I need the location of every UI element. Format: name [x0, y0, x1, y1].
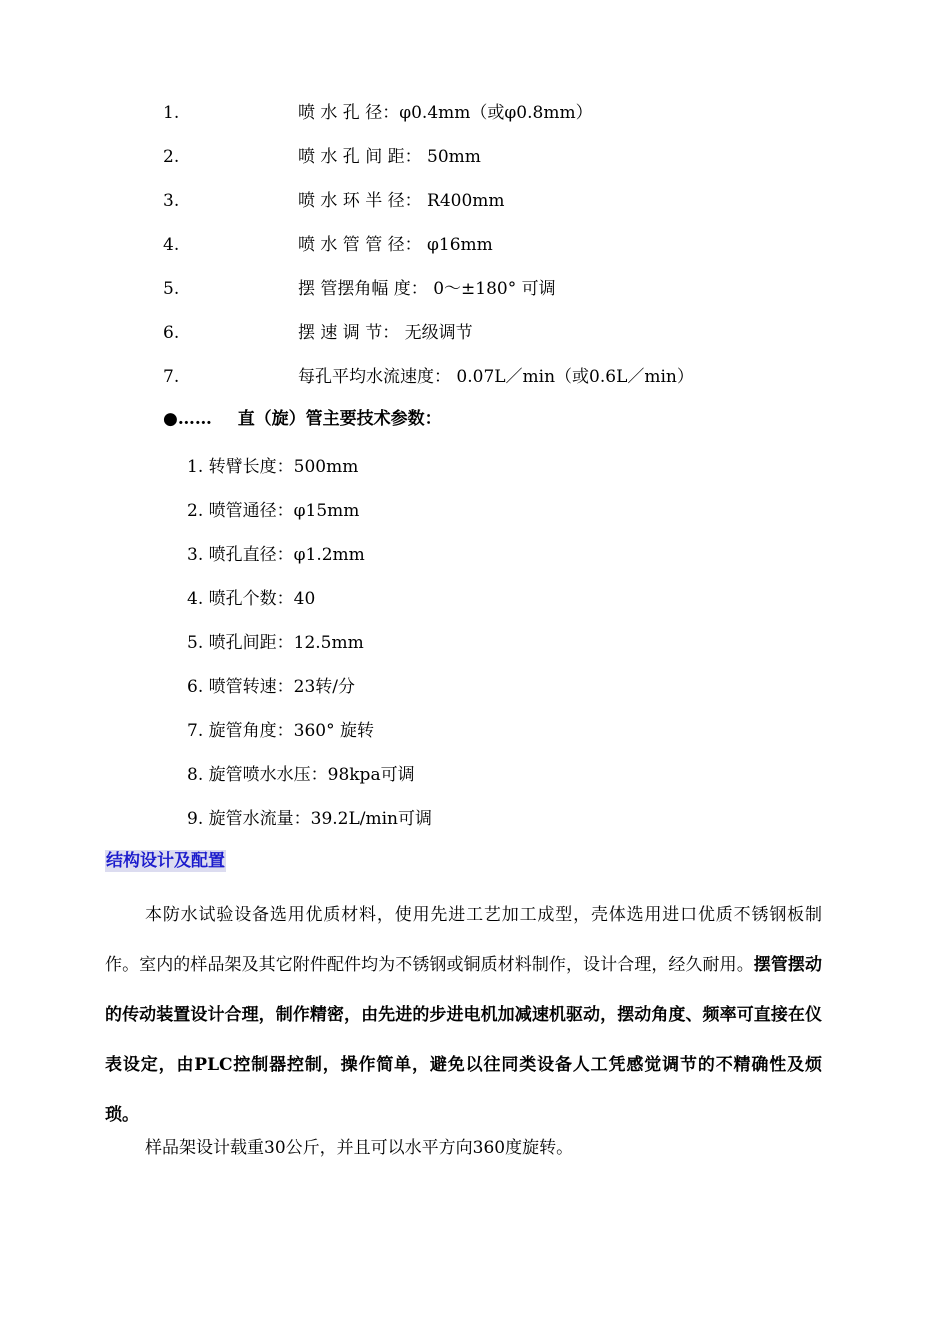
para-bold-text: 摆管摆动的传动装置设计合理，制作精密，由先进的步进电机加减速机驱动，摆动角度、频率可直接在仪表设定，由PLC控制器控制，操作简单，避免以往同类设备人工凭感觉调节的不精确性及烦琐。 — [105, 955, 823, 1125]
list-number: 4. — [163, 235, 180, 255]
list-number: 6. — [163, 323, 180, 343]
list-number: 5. — [163, 279, 180, 299]
list-text: 喷 水 孔 径：φ0.4mm（或φ0.8mm） — [298, 103, 593, 123]
list-text: 喷 水 环 半 径： R400mm — [298, 191, 505, 211]
list-text: 喷 水 管 管 径： φ16mm — [298, 235, 493, 255]
rotary-param-item: 4. 喷孔个数：40 — [187, 589, 316, 609]
structure-paragraph — [105, 890, 822, 1140]
rotary-param-item: 6. 喷管转速：23转/分 — [187, 677, 355, 697]
rotary-param-item: 2. 喷管通径：φ15mm — [187, 501, 360, 521]
list-number: 3. — [163, 191, 180, 211]
bullet-marker: ●…… — [163, 409, 212, 429]
rotary-param-item: 1. 转臂长度：500mm — [187, 457, 359, 477]
list-text: 喷 水 孔 间 距： 50mm — [298, 147, 481, 167]
list-number: 1. — [163, 103, 180, 123]
list-text: 摆 管摆角幅 度： 0～±180° 可调 — [298, 279, 556, 299]
rotary-param-item: 7. 旋管角度：360° 旋转 — [187, 721, 374, 741]
rotary-param-item: 9. 旋管水流量：39.2L/min可调 — [187, 809, 432, 829]
list-text: 每孔平均水流速度： 0.07L／min（或0.6L／min） — [298, 367, 694, 387]
para-normal-text: 本防水试验设备选用优质材料，使用先进工艺加工成型，壳体选用进口优质不锈钢板制作。室内的样品架及其它附件配件均为不锈钢或铜质材料制作，设计合理，经久耐用。 — [105, 905, 822, 975]
list-text: 摆 速 调 节： 无级调节 — [298, 323, 473, 343]
rotary-param-item: 5. 喷孔间距：12.5mm — [187, 633, 364, 653]
sample-rack-paragraph: 样品架设计载重30公斤，并且可以水平方向360度旋转。 — [145, 1138, 574, 1158]
section-heading: 结构设计及配置 — [106, 851, 225, 871]
list-number: 7. — [163, 367, 180, 387]
rotary-param-item: 3. 喷孔直径：φ1.2mm — [187, 545, 365, 565]
bullet-title: 直（旋）管主要技术参数： — [237, 409, 442, 429]
rotary-param-item: 8. 旋管喷水水压：98kpa可调 — [187, 765, 415, 785]
list-number: 2. — [163, 147, 180, 167]
bullet-heading — [163, 408, 442, 430]
